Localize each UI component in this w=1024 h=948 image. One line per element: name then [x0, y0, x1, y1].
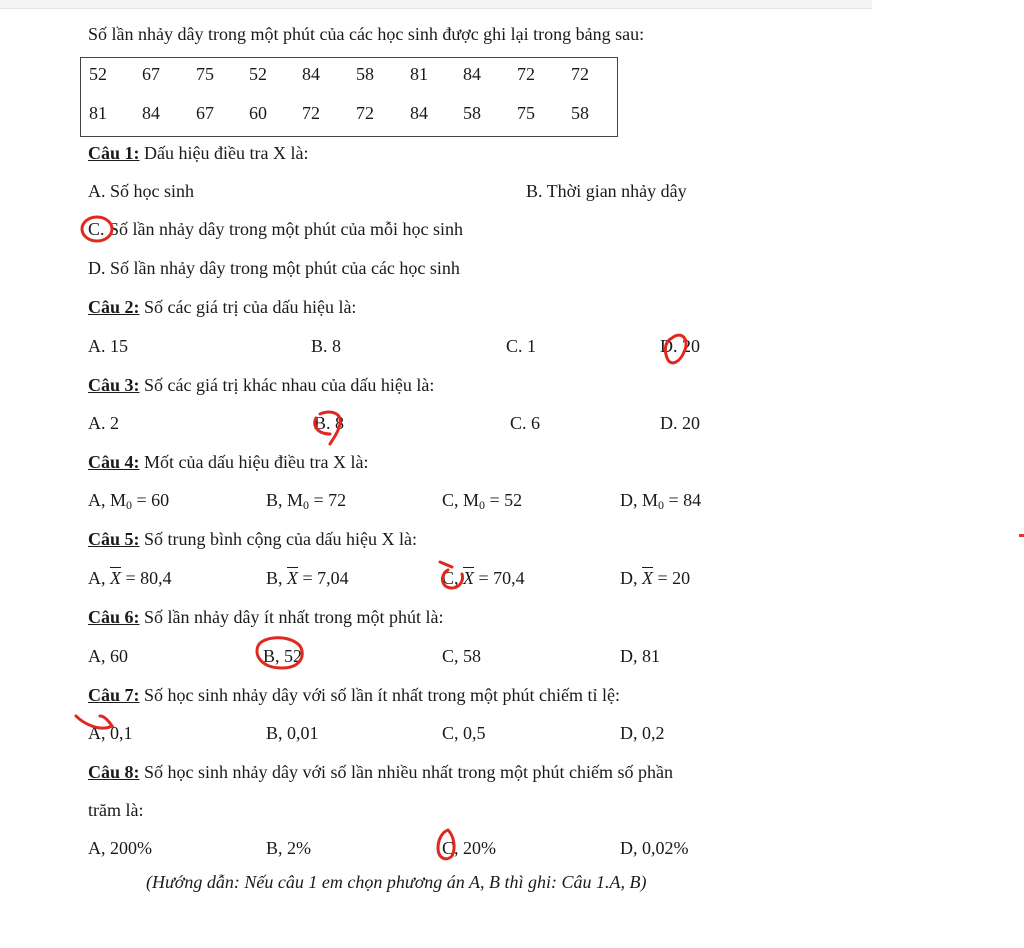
table-cell: 58 [356, 64, 374, 84]
q4-option-c: C, $M_0 = 52$ [442, 490, 523, 512]
table-cell: 84 [410, 103, 428, 123]
q2-option-c: C. 1 [506, 336, 537, 356]
question-4 [88, 452, 368, 473]
table-cell: 58 [463, 103, 481, 123]
table-cell: 67 [196, 103, 214, 123]
q6-option-a: A, 60 [88, 646, 128, 666]
question-6 [88, 607, 443, 628]
question-label: Câu 6: [88, 607, 140, 627]
q7-option-c: C, 0,5 [442, 723, 486, 743]
instruction-hint: (Hướng dẫn: Nếu câu 1 em chọn phương án A, B thì ghi: Câu 1.A, B) [146, 872, 647, 892]
question-text: Số học sinh nhảy dây với số lần ít nhất trong một phút chiếm tỉ lệ: [144, 685, 620, 705]
q4-option-b: B, $M_0 = 72$ [266, 490, 347, 512]
question-text: Số các giá trị của dấu hiệu là: [144, 297, 357, 317]
q3-option-c: C. 6 [510, 413, 541, 433]
question-5 [88, 529, 417, 550]
question-text: Số các giá trị khác nhau của dấu hiệu là: [144, 375, 435, 395]
q3-option-b: B. 8 [314, 413, 345, 433]
q4-option-d: D, $M_0 = 84$ [620, 490, 702, 512]
intro-text: Số lần nhảy dây trong một phút của các học sinh được ghi lại trong bảng sau: [88, 24, 645, 44]
data-table [80, 57, 618, 137]
q7-option-a: A, 0,1 [88, 723, 133, 743]
question-3 [88, 375, 434, 396]
question-label: Câu 1: [88, 143, 140, 163]
question-8-continued: trăm là: [88, 800, 144, 820]
q5-option-c: C, $\overline{X} = 70,4$ [442, 568, 525, 588]
question-8 [88, 762, 673, 783]
q8-option-c: C, 20% [442, 838, 496, 858]
viewer-top-bar [0, 0, 872, 9]
table-cell: 84 [463, 64, 481, 84]
table-cell: 67 [142, 64, 160, 84]
table-cell: 75 [196, 64, 214, 84]
q5-option-a: A, $\overline{X} = 80,4$ [88, 568, 172, 588]
edge-annotation-mark [1019, 534, 1024, 537]
question-text: Số học sinh nhảy dây với số lần nhiều nhất trong một phút chiếm số phần [144, 762, 673, 782]
q2-option-d: D. 20 [660, 336, 700, 356]
table-cell: 72 [356, 103, 374, 123]
question-label: Câu 4: [88, 452, 140, 472]
q6-option-b: B, 52 [263, 646, 303, 666]
question-label: Câu 7: [88, 685, 140, 705]
q3-option-d: D. 20 [660, 413, 700, 433]
question-7 [88, 685, 620, 706]
q5-option-d: D, $\overline{X} = 20$ [620, 568, 691, 588]
question-label: Câu 5: [88, 529, 140, 549]
table-cell: 75 [517, 103, 535, 123]
question-text: Mốt của dấu hiệu điều tra X là: [144, 452, 369, 472]
table-cell: 81 [410, 64, 428, 84]
question-label: Câu 8: [88, 762, 140, 782]
table-cell: 52 [249, 64, 267, 84]
question-2 [88, 297, 356, 318]
q8-option-b: B, 2% [266, 838, 311, 858]
table-cell: 60 [249, 103, 267, 123]
table-cell: 72 [302, 103, 320, 123]
table-cell: 52 [89, 64, 107, 84]
q2-option-a: A. 15 [88, 336, 128, 356]
q6-option-d: D, 81 [620, 646, 660, 666]
question-1 [88, 143, 308, 164]
question-text: Số trung bình cộng của dấu hiệu X là: [144, 529, 417, 549]
q1-option-a: A. Số học sinh [88, 181, 195, 201]
q3-option-a: A. 2 [88, 413, 119, 433]
q1-option-b: B. Thời gian nhảy dây [526, 181, 687, 201]
table-cell: 72 [517, 64, 535, 84]
q8-option-a: A, 200% [88, 838, 152, 858]
table-cell: 58 [571, 103, 589, 123]
q2-option-b: B. 8 [311, 336, 342, 356]
question-text: Dấu hiệu điều tra X là: [144, 143, 309, 163]
question-label: Câu 3: [88, 375, 140, 395]
table-cell: 84 [142, 103, 160, 123]
q1-option-d: D. Số lần nhảy dây trong một phút của các học sinh [88, 258, 460, 278]
q7-option-b: B, 0,01 [266, 723, 319, 743]
question-text: Số lần nhảy dây ít nhất trong một phút là: [144, 607, 444, 627]
question-label: Câu 2: [88, 297, 140, 317]
q6-option-c: C, 58 [442, 646, 482, 666]
table-cell: 81 [89, 103, 107, 123]
table-cell: 84 [302, 64, 320, 84]
q5-option-b: B, $\overline{X} = 7,04$ [266, 568, 349, 588]
q7-option-d: D, 0,2 [620, 723, 665, 743]
q4-option-a: A, $M_0 = 60$ [88, 490, 170, 512]
table-cell: 72 [571, 64, 589, 84]
q8-option-d: D, 0,02% [620, 838, 689, 858]
q1-option-c: C. Số lần nhảy dây trong một phút của mỗi học sinh [88, 219, 463, 239]
